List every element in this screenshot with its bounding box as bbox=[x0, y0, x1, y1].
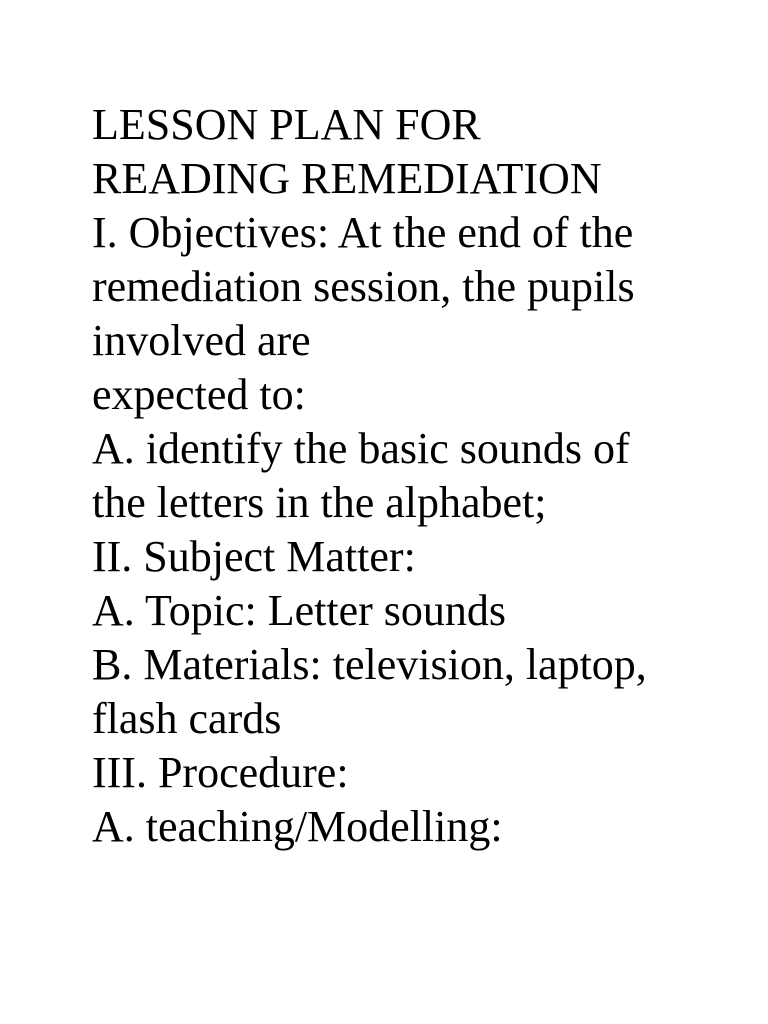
objectives-line-2: remediation session, the pupils bbox=[92, 262, 635, 311]
objective-a-line-1: A. identify the basic sounds of bbox=[92, 424, 630, 473]
title-line-1: LESSON PLAN FOR bbox=[92, 100, 481, 149]
procedure-a-line: A. teaching/Modelling: bbox=[92, 802, 503, 851]
objectives-line-4: expected to: bbox=[92, 370, 306, 419]
objectives-line-3: involved are bbox=[92, 316, 311, 365]
objectives-line-1: I. Objectives: At the end of the bbox=[92, 208, 634, 257]
materials-line-2: flash cards bbox=[92, 694, 282, 743]
title-line-2: READING REMEDIATION bbox=[92, 154, 602, 203]
materials-line-1: B. Materials: television, laptop, bbox=[92, 640, 647, 689]
procedure-heading: III. Procedure: bbox=[92, 748, 349, 797]
subject-matter-heading: II. Subject Matter: bbox=[92, 532, 416, 581]
objective-a-line-2: the letters in the alphabet; bbox=[92, 478, 547, 527]
document-body bbox=[92, 98, 732, 854]
topic-line: A. Topic: Letter sounds bbox=[92, 586, 507, 635]
